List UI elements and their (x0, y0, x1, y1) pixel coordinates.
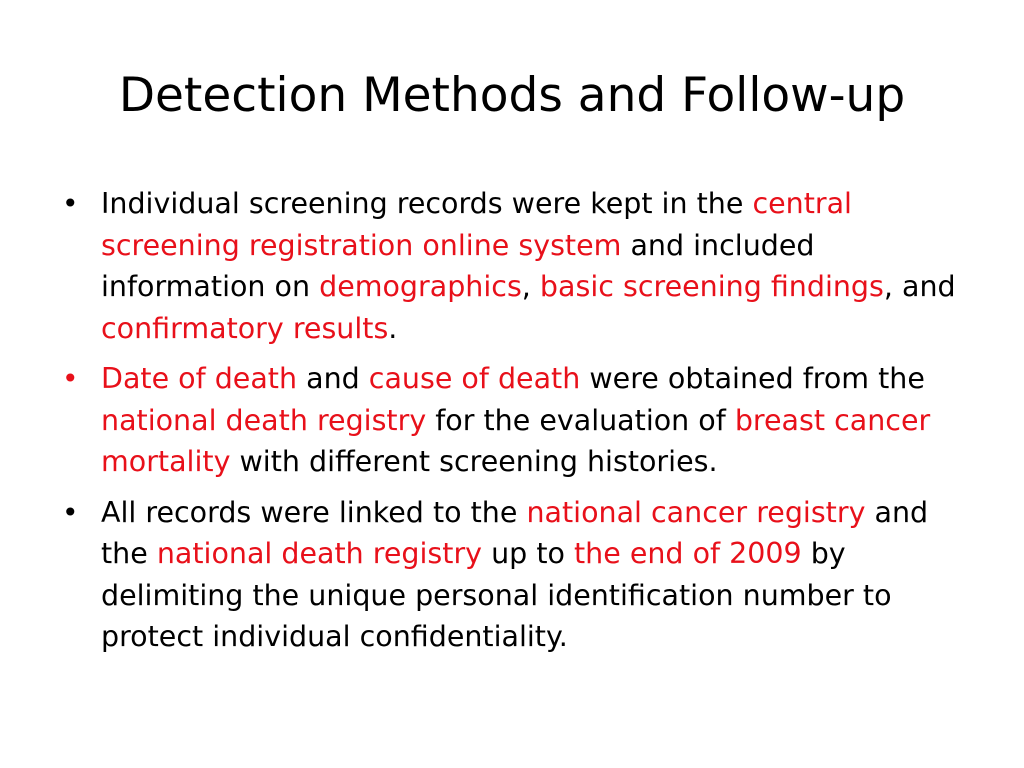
bullet-text-1 (101, 187, 956, 345)
text-segment: with different screening histories. (230, 445, 718, 478)
bullet-text-2 (101, 362, 930, 478)
highlighted-term: central screening registration online system (101, 187, 852, 262)
highlighted-term: demographics (319, 270, 522, 303)
text-segment: up to (482, 537, 574, 570)
highlighted-term: confirmatory results (101, 311, 389, 345)
slide-title: Detection Methods and Follow-up (118, 68, 906, 123)
highlighted-term: national death registry (101, 403, 427, 437)
text-segment: All records were linked to the (101, 495, 527, 529)
highlighted-term: national death registry (156, 537, 483, 570)
text-segment: and the (101, 495, 929, 570)
bullet-item-1 (56, 183, 966, 349)
text-segment: and included information on (101, 228, 815, 303)
highlighted-term: the end of 2009 (574, 537, 802, 570)
highlighted-term: cause of death (368, 362, 581, 395)
text-segment: by delimiting the unique personal identification number to protect individual confidentiality. (101, 537, 892, 653)
text-segment: were obtained from the (580, 362, 925, 395)
bullet-dot-icon: • (62, 187, 79, 220)
bullet-item-3 (56, 492, 966, 658)
highlighted-term: national cancer registry (526, 495, 866, 529)
highlighted-term: basic screening findings (539, 270, 884, 303)
text-segment: for the evaluation of (426, 403, 735, 437)
text-segment: Individual screening records were kept in the (101, 187, 753, 220)
bullet-text-3 (101, 496, 928, 654)
bullet-dot-icon: • (62, 362, 79, 395)
text-segment: . (388, 311, 398, 345)
bullet-dot-icon: • (62, 495, 79, 529)
text-segment: , (521, 270, 540, 303)
text-segment: and (297, 362, 369, 395)
highlighted-term: Date of death (101, 362, 298, 395)
text-segment: , and (883, 270, 956, 303)
highlighted-term: breast cancer mortality (101, 403, 931, 478)
bullet-list (56, 183, 966, 667)
bullet-item-2 (56, 358, 966, 483)
